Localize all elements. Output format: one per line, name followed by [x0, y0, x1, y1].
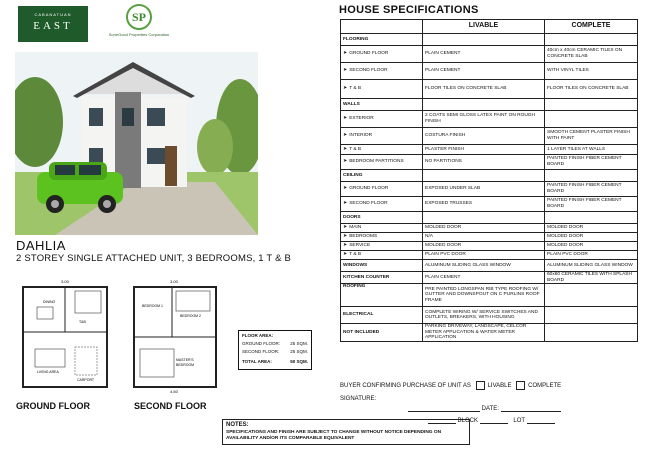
total-area-value: 50 SQM. [290, 359, 308, 364]
plan-room-living: LIVING AREA [37, 370, 59, 374]
table-row: ➤ GROUND FLOOR EXPOSED UNDER SLAB PAINTED FINISH FIBER CEMENT BOARD [341, 182, 638, 197]
plan-room-dining: DINING [43, 300, 56, 304]
plan-dim-bottom: 4.50 [170, 389, 178, 394]
ground-area-value: 25 SQM. [290, 341, 308, 346]
table-row: WINDOWS ALUMINUM SLIDING GLASS WINDOW ALUMINUM SLIDING GLASS WINDOW [341, 260, 638, 272]
ground-floor-label: GROUND FLOOR [16, 401, 90, 411]
plan-room-bedroom2: BEDROOM 2 [180, 314, 202, 318]
house-rendering [15, 52, 258, 235]
complete-label: COMPLETE [528, 383, 562, 390]
table-row: ➤ SECOND FLOOR EXPOSED TRUSSES PAINTED FINISH FIBER CEMENT BOARD [341, 197, 638, 212]
logo-brand-text: EAST [33, 20, 73, 32]
section-not-included: NOT INCLUDED [341, 324, 423, 342]
floor-area-title: FLOOR AREA: [242, 333, 274, 338]
plan-room-master: MASTER'S [176, 358, 194, 362]
signature-label: SIGNATURE: [340, 396, 377, 402]
table-row: ➤ INTERIOR COSTURA FINISH SMOOTH CEMENT PLASTER FINISH WITH PAINT [341, 128, 638, 145]
plan-dim-top: 3.00 [61, 279, 69, 284]
table-row: ➤ T & B PLAIN PVC DOOR PLAIN PVC DOOR [341, 251, 638, 260]
table-row: ➤ BEDROOMS N/A MOLDED DOOR [341, 233, 638, 242]
table-row: ➤ BEDROOM PARTITIONS NO PARTITIONS PAINTED FINISH FIBER CEMENT BOARD [341, 155, 638, 170]
block-line[interactable] [480, 423, 508, 424]
livable-checkbox[interactable] [476, 381, 485, 390]
table-row: ➤ EXTERIOR 2 COATS SEMI GLOSS LATEX PAINT ON ROUGH FINISH [341, 111, 638, 128]
section-flooring: FLOORING [341, 34, 423, 46]
table-row: ➤ T & B PLASTER FINISH 1 LAYER TILES AT WALLS [341, 145, 638, 155]
table-row: ➤ GROUND FLOOR PLAIN CEMENT 40cm x 40cm CERAMIC TILES ON CONCRETE SLAB [341, 46, 638, 63]
ground-area-label: GROUND FLOOR: [242, 341, 281, 346]
section-electrical: ELECTRICAL [341, 307, 423, 324]
plan-dim-top-2: 3.00 [170, 279, 178, 284]
second-area-label: SECOND FLOOR: [242, 349, 280, 354]
table-row: ➤ SERVICE MOLDED DOOR MOLDED DOOR [341, 242, 638, 251]
table-row: NOT INCLUDED PARKING DRIVEWAY, LANDSCAPE, CELCOR METER APPLICATION & WATER METER APPLICATION [341, 324, 638, 342]
notes-box [222, 419, 470, 445]
livable-label: LIVABLE [487, 383, 512, 390]
spec-table [340, 19, 638, 342]
signature-line[interactable] [408, 411, 480, 412]
date-line[interactable] [501, 411, 561, 412]
section-doors: DOORS [341, 212, 423, 224]
table-row: ELECTRICAL COMPLETE WIRING W/ SERVICE SWITCHES AND OUTLETS, BREAKERS, WITH HOUSING [341, 307, 638, 324]
ground-floor-plan [15, 277, 115, 395]
table-row: ➤ MAIN MOLDED DOOR MOLDED DOOR [341, 224, 638, 233]
floor-area-box [238, 330, 312, 370]
section-windows: WINDOWS [341, 260, 423, 272]
plan-room-bedroom1: BEDROOM 1 [142, 304, 164, 308]
table-row: KITCHEN COUNTER PLAIN CEMENT 60x60 CERAMIC TILES WITH SPLASH BOARD [341, 272, 638, 284]
developer-badge-icon: SP [126, 4, 152, 30]
second-area-value: 25 SQM. [290, 349, 308, 354]
model-name: DAHLIA [16, 238, 66, 253]
logo-top-text: CABANATUAN [34, 12, 72, 17]
buyer-confirmation [340, 381, 561, 424]
second-floor-label: SECOND FLOOR [134, 401, 207, 411]
spec-header-livable: LIVABLE [423, 20, 545, 34]
cabanatuan-east-logo [18, 6, 88, 42]
lot-line[interactable] [527, 423, 555, 424]
table-row: ROOFING PRE PAINTED LONGSPAN RIB TYPE ROOFING W/ GUTTER AND DOWNSPOUT ON C PURLINS ROOF FRAME [341, 284, 638, 307]
total-area-label: TOTAL AREA: [242, 359, 272, 364]
spec-header-item [341, 20, 423, 34]
developer-logo [104, 4, 174, 46]
confirm-text: BUYER CONFIRMING PURCHASE OF UNIT AS [340, 383, 471, 390]
second-floor-plan [124, 277, 224, 395]
block-label: BLOCK [457, 418, 479, 424]
table-row: ➤ T & B FLOOR TILES ON CONCRETE SLAB FLOOR TILES ON CONCRETE SLAB [341, 80, 638, 99]
spec-header-complete: COMPLETE [545, 20, 638, 34]
plan-room-carport: CARPORT [77, 378, 95, 382]
plan-room-tb: T&B [79, 320, 86, 324]
developer-name: SoneGood Properties Corporation [108, 32, 170, 37]
notes-title: NOTES: [226, 422, 249, 428]
date-label: DATE: [481, 406, 499, 412]
svg-text:BEDROOM: BEDROOM [176, 363, 195, 367]
section-kitchen-counter: KITCHEN COUNTER [341, 272, 423, 284]
table-row: ➤ SECOND FLOOR PLAIN CEMENT WITH VINYL TILES [341, 63, 638, 80]
model-description: 2 STOREY SINGLE ATTACHED UNIT, 3 BEDROOMS, 1 T & B [16, 253, 292, 264]
lot-label: LOT [513, 418, 525, 424]
section-walls: WALLS [341, 99, 423, 111]
spec-title: HOUSE SPECIFICATIONS [339, 4, 479, 16]
notes-text: SPECIFICATIONS AND FINISH ARE SUBJECT TO CHANGE WITHOUT NOTICE DEPENDING ON AVAILABILITY AND/OR ITS COMPARABLE EQUIVALENT [226, 429, 442, 442]
section-ceiling: CEILING [341, 170, 423, 182]
complete-checkbox[interactable] [516, 381, 525, 390]
section-roofing: ROOFING [341, 284, 423, 307]
